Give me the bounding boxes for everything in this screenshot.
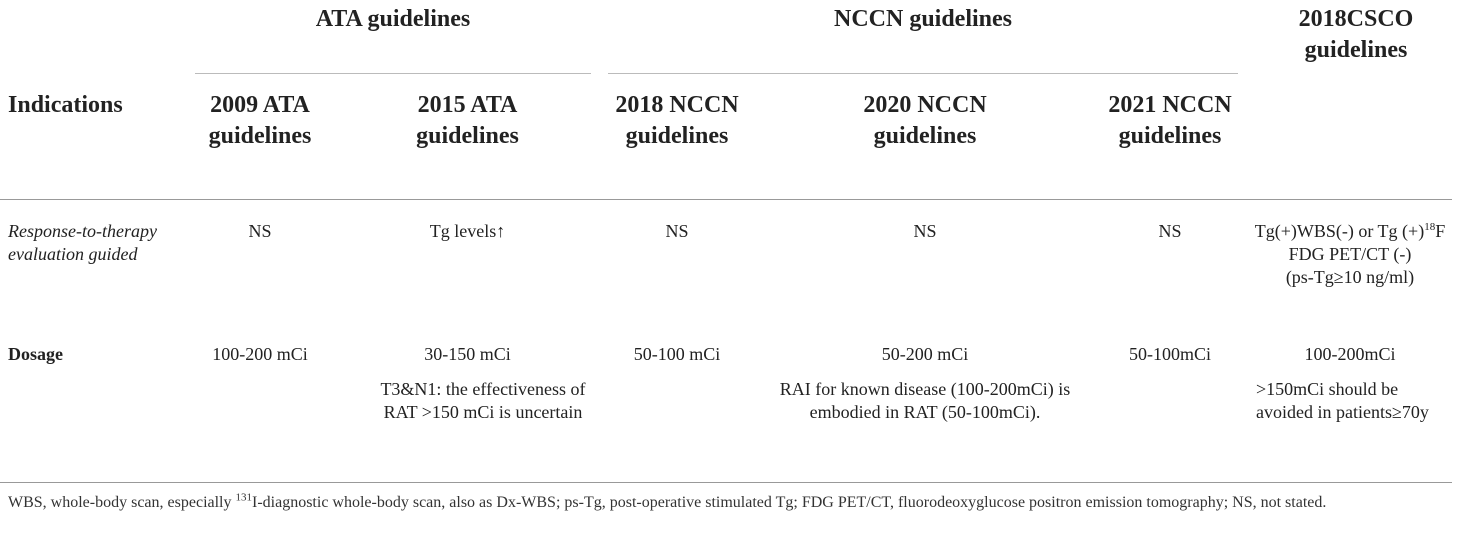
csco-response-part-b: F FDG PET/CT (-): [1288, 221, 1446, 264]
group-header-ata: ATA guidelines: [315, 6, 471, 32]
group-rule-ata: [195, 73, 591, 74]
cell-response-nccn-2021: NS: [1158, 221, 1182, 241]
group-header-csco: 2018CSCO guidelines: [1298, 6, 1414, 63]
cell-dosage-csco-note: >150mCi should be avoided in patients≥70y: [1256, 379, 1429, 422]
cell-response-ata-2015: Tg levels↑: [429, 221, 506, 241]
cell-dosage-ata-2009: 100-200 mCi: [212, 344, 308, 364]
column-header-nccn-2018: 2018 NCCN guidelines: [615, 92, 739, 149]
cell-dosage-csco: 100-200mCi: [1304, 344, 1396, 364]
csco-response-part-a: Tg(+)WBS(-) or Tg (+): [1254, 221, 1425, 241]
footer-rule: [0, 482, 1452, 483]
cell-dosage-ata-2015-note: T3&N1: the effectiveness of RAT >150 mCi is uncertain: [380, 379, 586, 422]
header-rule: [0, 199, 1452, 200]
column-header-nccn-2021: 2021 NCCN guidelines: [1108, 92, 1232, 149]
group-rule-nccn: [608, 73, 1238, 74]
footnote-part-1: WBS, whole-body scan, especially: [8, 494, 236, 511]
column-header-indications: Indications: [8, 92, 123, 118]
cell-dosage-nccn-2018: 50-100 mCi: [633, 344, 721, 364]
group-header-nccn: NCCN guidelines: [833, 6, 1013, 32]
csco-response-superscript: 18: [1424, 221, 1436, 233]
footnote-part-2: I-diagnostic whole-body scan, also as Dx-WBS; ps-Tg, post-operative stimulated Tg; FDG PET/CT, fluorodeoxyglucose positron emission tomography; NS, not stated.: [252, 494, 1327, 511]
cell-dosage-nccn-2020-note: RAI for known disease (100-200mCi) is embodied in RAT (50-100mCi).: [779, 379, 1071, 422]
cell-response-nccn-2020: NS: [913, 221, 937, 241]
cell-response-nccn-2018: NS: [665, 221, 689, 241]
column-header-ata-2015: 2015 ATA guidelines: [416, 92, 519, 149]
row-label-dosage: Dosage: [8, 344, 63, 364]
footnote-superscript: 131: [235, 491, 252, 504]
cell-dosage-nccn-2021: 50-100mCi: [1128, 344, 1211, 364]
cell-dosage-ata-2015: 30-150 mCi: [424, 344, 511, 364]
column-header-nccn-2020: 2020 NCCN guidelines: [863, 92, 987, 149]
csco-response-part-c: (ps-Tg≥10 ng/ml): [1285, 267, 1415, 287]
cell-dosage-nccn-2020: 50-200 mCi: [881, 344, 969, 364]
column-header-ata-2009: 2009 ATA guidelines: [208, 92, 312, 149]
table-footnote: [8, 492, 1452, 514]
cell-response-csco: [1250, 220, 1450, 289]
row-label-response: Response-to-therapy evaluation guided: [8, 221, 157, 264]
cell-response-ata-2009: NS: [248, 221, 272, 241]
